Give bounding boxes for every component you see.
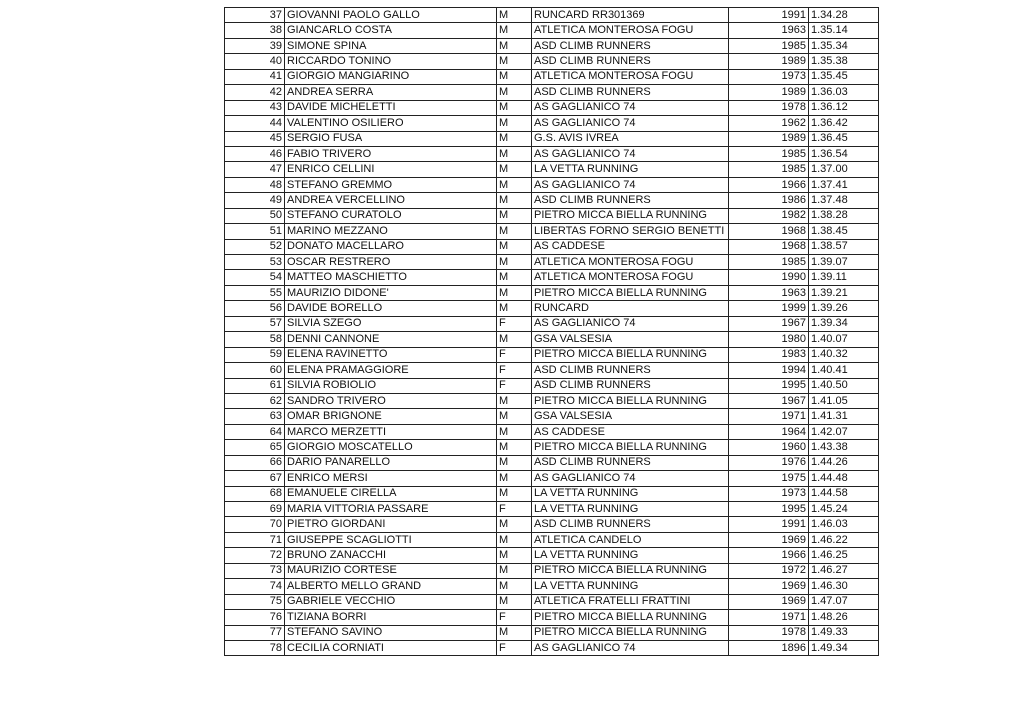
team-cell: ATLETICA CANDELO [532, 532, 729, 547]
team-cell: ATLETICA FRATELLI FRATTINI [532, 594, 729, 609]
position-cell: 61 [225, 378, 285, 393]
table-row [225, 548, 879, 563]
position-cell: 38 [225, 23, 285, 38]
position-cell: 71 [225, 532, 285, 547]
athlete-name-cell: GIORGIO MOSCATELLO [285, 440, 497, 455]
team-cell: ASD CLIMB RUNNERS [532, 363, 729, 378]
birth-year-cell: 1963 [729, 23, 809, 38]
position-cell: 63 [225, 409, 285, 424]
position-cell: 75 [225, 594, 285, 609]
athlete-name-cell: RICCARDO TONINO [285, 54, 497, 69]
sex-cell: M [497, 85, 532, 100]
team-cell: PIETRO MICCA BIELLA RUNNING [532, 610, 729, 625]
athlete-name-cell: PIETRO GIORDANI [285, 517, 497, 532]
finish-time-cell: 1.37.41 [809, 177, 879, 192]
sex-cell: M [497, 424, 532, 439]
athlete-name-cell: DARIO PANARELLO [285, 455, 497, 470]
position-cell: 64 [225, 424, 285, 439]
finish-time-cell: 1.35.14 [809, 23, 879, 38]
table-row [225, 502, 879, 517]
sex-cell: M [497, 625, 532, 640]
birth-year-cell: 1989 [729, 54, 809, 69]
finish-time-cell: 1.36.45 [809, 131, 879, 146]
position-cell: 76 [225, 610, 285, 625]
birth-year-cell: 1985 [729, 146, 809, 161]
athlete-name-cell: ANDREA SERRA [285, 85, 497, 100]
athlete-name-cell: VALENTINO OSILIERO [285, 116, 497, 131]
finish-time-cell: 1.44.58 [809, 486, 879, 501]
sex-cell: M [497, 440, 532, 455]
birth-year-cell: 1973 [729, 69, 809, 84]
sex-cell: M [497, 455, 532, 470]
results-table-body [225, 8, 879, 656]
team-cell: AS GAGLIANICO 74 [532, 177, 729, 192]
table-row [225, 594, 879, 609]
finish-time-cell: 1.40.07 [809, 332, 879, 347]
athlete-name-cell: SILVIA ROBIOLIO [285, 378, 497, 393]
sex-cell: M [497, 177, 532, 192]
athlete-name-cell: FABIO TRIVERO [285, 146, 497, 161]
position-cell: 68 [225, 486, 285, 501]
position-cell: 49 [225, 193, 285, 208]
sex-cell: M [497, 532, 532, 547]
finish-time-cell: 1.37.00 [809, 162, 879, 177]
birth-year-cell: 1971 [729, 610, 809, 625]
table-row [225, 378, 879, 393]
finish-time-cell: 1.46.22 [809, 532, 879, 547]
sex-cell: M [497, 563, 532, 578]
team-cell: GSA VALSESIA [532, 332, 729, 347]
birth-year-cell: 1978 [729, 100, 809, 115]
sex-cell: M [497, 193, 532, 208]
finish-time-cell: 1.43.38 [809, 440, 879, 455]
table-row [225, 532, 879, 547]
athlete-name-cell: SILVIA SZEGO [285, 316, 497, 331]
birth-year-cell: 1978 [729, 625, 809, 640]
birth-year-cell: 1960 [729, 440, 809, 455]
table-row [225, 239, 879, 254]
sex-cell: F [497, 347, 532, 362]
athlete-name-cell: ELENA RAVINETTO [285, 347, 497, 362]
sex-cell: M [497, 301, 532, 316]
team-cell: ATLETICA MONTEROSA FOGU [532, 255, 729, 270]
birth-year-cell: 1990 [729, 270, 809, 285]
sex-cell: M [497, 517, 532, 532]
table-row [225, 640, 879, 655]
sex-cell: M [497, 393, 532, 408]
finish-time-cell: 1.36.54 [809, 146, 879, 161]
sex-cell: M [497, 208, 532, 223]
sex-cell: F [497, 640, 532, 655]
position-cell: 65 [225, 440, 285, 455]
position-cell: 54 [225, 270, 285, 285]
team-cell: ASD CLIMB RUNNERS [532, 378, 729, 393]
table-row [225, 116, 879, 131]
position-cell: 57 [225, 316, 285, 331]
table-row [225, 177, 879, 192]
birth-year-cell: 1995 [729, 378, 809, 393]
finish-time-cell: 1.45.24 [809, 502, 879, 517]
table-row [225, 409, 879, 424]
finish-time-cell: 1.36.42 [809, 116, 879, 131]
position-cell: 70 [225, 517, 285, 532]
position-cell: 60 [225, 363, 285, 378]
team-cell: LA VETTA RUNNING [532, 486, 729, 501]
team-cell: PIETRO MICCA BIELLA RUNNING [532, 563, 729, 578]
athlete-name-cell: SANDRO TRIVERO [285, 393, 497, 408]
position-cell: 51 [225, 224, 285, 239]
sex-cell: M [497, 486, 532, 501]
table-row [225, 208, 879, 223]
finish-time-cell: 1.48.26 [809, 610, 879, 625]
position-cell: 40 [225, 54, 285, 69]
birth-year-cell: 1985 [729, 38, 809, 53]
team-cell: ATLETICA MONTEROSA FOGU [532, 23, 729, 38]
birth-year-cell: 1999 [729, 301, 809, 316]
team-cell: GSA VALSESIA [532, 409, 729, 424]
finish-time-cell: 1.46.30 [809, 579, 879, 594]
birth-year-cell: 1969 [729, 532, 809, 547]
team-cell: ASD CLIMB RUNNERS [532, 193, 729, 208]
sex-cell: F [497, 502, 532, 517]
birth-year-cell: 1989 [729, 131, 809, 146]
birth-year-cell: 1985 [729, 162, 809, 177]
sex-cell: F [497, 363, 532, 378]
sex-cell: M [497, 270, 532, 285]
birth-year-cell: 1983 [729, 347, 809, 362]
sex-cell: M [497, 69, 532, 84]
athlete-name-cell: MARINO MEZZANO [285, 224, 497, 239]
position-cell: 37 [225, 8, 285, 23]
finish-time-cell: 1.35.45 [809, 69, 879, 84]
table-row [225, 579, 879, 594]
position-cell: 47 [225, 162, 285, 177]
team-cell: RUNCARD RR301369 [532, 8, 729, 23]
athlete-name-cell: ENRICO CELLINI [285, 162, 497, 177]
team-cell: ASD CLIMB RUNNERS [532, 455, 729, 470]
birth-year-cell: 1985 [729, 255, 809, 270]
team-cell: LA VETTA RUNNING [532, 162, 729, 177]
position-cell: 42 [225, 85, 285, 100]
birth-year-cell: 1966 [729, 548, 809, 563]
sex-cell: M [497, 471, 532, 486]
table-row [225, 517, 879, 532]
position-cell: 66 [225, 455, 285, 470]
team-cell: ASD CLIMB RUNNERS [532, 517, 729, 532]
finish-time-cell: 1.49.33 [809, 625, 879, 640]
sex-cell: M [497, 8, 532, 23]
team-cell: ASD CLIMB RUNNERS [532, 38, 729, 53]
birth-year-cell: 1968 [729, 224, 809, 239]
position-cell: 52 [225, 239, 285, 254]
position-cell: 69 [225, 502, 285, 517]
athlete-name-cell: DAVIDE MICHELETTI [285, 100, 497, 115]
birth-year-cell: 1986 [729, 193, 809, 208]
table-row [225, 285, 879, 300]
team-cell: LIBERTAS FORNO SERGIO BENETTI [532, 224, 729, 239]
sex-cell: M [497, 116, 532, 131]
table-row [225, 486, 879, 501]
table-row [225, 440, 879, 455]
sex-cell: M [497, 409, 532, 424]
team-cell: AS GAGLIANICO 74 [532, 146, 729, 161]
finish-time-cell: 1.38.28 [809, 208, 879, 223]
finish-time-cell: 1.44.48 [809, 471, 879, 486]
position-cell: 74 [225, 579, 285, 594]
position-cell: 78 [225, 640, 285, 655]
team-cell: ATLETICA MONTEROSA FOGU [532, 270, 729, 285]
sex-cell: M [497, 162, 532, 177]
athlete-name-cell: MATTEO MASCHIETTO [285, 270, 497, 285]
sex-cell: M [497, 594, 532, 609]
athlete-name-cell: EMANUELE CIRELLA [285, 486, 497, 501]
sex-cell: M [497, 332, 532, 347]
finish-time-cell: 1.46.03 [809, 517, 879, 532]
team-cell: PIETRO MICCA BIELLA RUNNING [532, 208, 729, 223]
birth-year-cell: 1994 [729, 363, 809, 378]
athlete-name-cell: GIANCARLO COSTA [285, 23, 497, 38]
team-cell: RUNCARD [532, 301, 729, 316]
position-cell: 50 [225, 208, 285, 223]
team-cell: LA VETTA RUNNING [532, 548, 729, 563]
finish-time-cell: 1.49.34 [809, 640, 879, 655]
athlete-name-cell: ANDREA VERCELLINO [285, 193, 497, 208]
table-row [225, 146, 879, 161]
finish-time-cell: 1.47.07 [809, 594, 879, 609]
position-cell: 53 [225, 255, 285, 270]
athlete-name-cell: ALBERTO MELLO GRAND [285, 579, 497, 594]
position-cell: 67 [225, 471, 285, 486]
athlete-name-cell: MARIA VITTORIA PASSARE [285, 502, 497, 517]
team-cell: PIETRO MICCA BIELLA RUNNING [532, 393, 729, 408]
team-cell: AS GAGLIANICO 74 [532, 640, 729, 655]
sex-cell: M [497, 285, 532, 300]
athlete-name-cell: CECILIA CORNIATI [285, 640, 497, 655]
athlete-name-cell: MARCO MERZETTI [285, 424, 497, 439]
position-cell: 46 [225, 146, 285, 161]
birth-year-cell: 1966 [729, 177, 809, 192]
finish-time-cell: 1.38.45 [809, 224, 879, 239]
athlete-name-cell: STEFANO GREMMO [285, 177, 497, 192]
finish-time-cell: 1.46.27 [809, 563, 879, 578]
table-row [225, 69, 879, 84]
sex-cell: M [497, 146, 532, 161]
table-row [225, 270, 879, 285]
sex-cell: F [497, 610, 532, 625]
team-cell: PIETRO MICCA BIELLA RUNNING [532, 285, 729, 300]
finish-time-cell: 1.40.50 [809, 378, 879, 393]
athlete-name-cell: GIOVANNI PAOLO GALLO [285, 8, 497, 23]
birth-year-cell: 1989 [729, 85, 809, 100]
finish-time-cell: 1.40.41 [809, 363, 879, 378]
sex-cell: M [497, 131, 532, 146]
athlete-name-cell: ENRICO MERSI [285, 471, 497, 486]
position-cell: 72 [225, 548, 285, 563]
finish-time-cell: 1.37.48 [809, 193, 879, 208]
table-row [225, 471, 879, 486]
table-row [225, 332, 879, 347]
finish-time-cell: 1.41.31 [809, 409, 879, 424]
birth-year-cell: 1896 [729, 640, 809, 655]
team-cell: PIETRO MICCA BIELLA RUNNING [532, 440, 729, 455]
table-row [225, 255, 879, 270]
team-cell: AS GAGLIANICO 74 [532, 116, 729, 131]
birth-year-cell: 1962 [729, 116, 809, 131]
sex-cell: M [497, 579, 532, 594]
birth-year-cell: 1967 [729, 393, 809, 408]
table-row [225, 100, 879, 115]
team-cell: ASD CLIMB RUNNERS [532, 54, 729, 69]
table-row [225, 455, 879, 470]
position-cell: 41 [225, 69, 285, 84]
athlete-name-cell: OMAR BRIGNONE [285, 409, 497, 424]
finish-time-cell: 1.39.21 [809, 285, 879, 300]
finish-time-cell: 1.36.03 [809, 85, 879, 100]
finish-time-cell: 1.34.28 [809, 8, 879, 23]
table-row [225, 424, 879, 439]
birth-year-cell: 1975 [729, 471, 809, 486]
table-row [225, 347, 879, 362]
team-cell: PIETRO MICCA BIELLA RUNNING [532, 625, 729, 640]
birth-year-cell: 1968 [729, 239, 809, 254]
birth-year-cell: 1982 [729, 208, 809, 223]
position-cell: 77 [225, 625, 285, 640]
finish-time-cell: 1.39.34 [809, 316, 879, 331]
table-row [225, 131, 879, 146]
team-cell: PIETRO MICCA BIELLA RUNNING [532, 347, 729, 362]
birth-year-cell: 1971 [729, 409, 809, 424]
sex-cell: M [497, 100, 532, 115]
birth-year-cell: 1995 [729, 502, 809, 517]
team-cell: ATLETICA MONTEROSA FOGU [532, 69, 729, 84]
athlete-name-cell: GIORGIO MANGIARINO [285, 69, 497, 84]
position-cell: 59 [225, 347, 285, 362]
birth-year-cell: 1969 [729, 594, 809, 609]
table-row [225, 610, 879, 625]
sex-cell: M [497, 54, 532, 69]
finish-time-cell: 1.46.25 [809, 548, 879, 563]
birth-year-cell: 1980 [729, 332, 809, 347]
team-cell: AS CADDESE [532, 424, 729, 439]
finish-time-cell: 1.39.11 [809, 270, 879, 285]
position-cell: 55 [225, 285, 285, 300]
athlete-name-cell: TIZIANA BORRI [285, 610, 497, 625]
birth-year-cell: 1964 [729, 424, 809, 439]
finish-time-cell: 1.39.26 [809, 301, 879, 316]
team-cell: ASD CLIMB RUNNERS [532, 85, 729, 100]
position-cell: 45 [225, 131, 285, 146]
sex-cell: M [497, 239, 532, 254]
sex-cell: F [497, 316, 532, 331]
team-cell: AS GAGLIANICO 74 [532, 316, 729, 331]
birth-year-cell: 1991 [729, 517, 809, 532]
table-row [225, 224, 879, 239]
table-row [225, 85, 879, 100]
sex-cell: M [497, 38, 532, 53]
table-row [225, 563, 879, 578]
athlete-name-cell: STEFANO CURATOLO [285, 208, 497, 223]
team-cell: LA VETTA RUNNING [532, 502, 729, 517]
table-row [225, 162, 879, 177]
position-cell: 44 [225, 116, 285, 131]
birth-year-cell: 1963 [729, 285, 809, 300]
birth-year-cell: 1972 [729, 563, 809, 578]
sex-cell: M [497, 224, 532, 239]
team-cell: AS GAGLIANICO 74 [532, 471, 729, 486]
sex-cell: M [497, 255, 532, 270]
birth-year-cell: 1991 [729, 8, 809, 23]
finish-time-cell: 1.39.07 [809, 255, 879, 270]
position-cell: 48 [225, 177, 285, 192]
position-cell: 56 [225, 301, 285, 316]
team-cell: AS CADDESE [532, 239, 729, 254]
table-row [225, 193, 879, 208]
table-row [225, 625, 879, 640]
table-row [225, 54, 879, 69]
athlete-name-cell: BRUNO ZANACCHI [285, 548, 497, 563]
position-cell: 62 [225, 393, 285, 408]
finish-time-cell: 1.42.07 [809, 424, 879, 439]
athlete-name-cell: OSCAR RESTRERO [285, 255, 497, 270]
athlete-name-cell: MAURIZIO DIDONE' [285, 285, 497, 300]
finish-time-cell: 1.35.34 [809, 38, 879, 53]
sex-cell: F [497, 378, 532, 393]
athlete-name-cell: SIMONE SPINA [285, 38, 497, 53]
athlete-name-cell: DAVIDE BORELLO [285, 301, 497, 316]
athlete-name-cell: GIUSEPPE SCAGLIOTTI [285, 532, 497, 547]
team-cell: LA VETTA RUNNING [532, 579, 729, 594]
birth-year-cell: 1976 [729, 455, 809, 470]
birth-year-cell: 1969 [729, 579, 809, 594]
position-cell: 73 [225, 563, 285, 578]
table-row [225, 23, 879, 38]
table-row [225, 316, 879, 331]
finish-time-cell: 1.36.12 [809, 100, 879, 115]
finish-time-cell: 1.44.26 [809, 455, 879, 470]
athlete-name-cell: SERGIO FUSA [285, 131, 497, 146]
athlete-name-cell: DONATO MACELLARO [285, 239, 497, 254]
birth-year-cell: 1973 [729, 486, 809, 501]
finish-time-cell: 1.41.05 [809, 393, 879, 408]
athlete-name-cell: GABRIELE VECCHIO [285, 594, 497, 609]
position-cell: 58 [225, 332, 285, 347]
finish-time-cell: 1.35.38 [809, 54, 879, 69]
table-row [225, 301, 879, 316]
position-cell: 43 [225, 100, 285, 115]
athlete-name-cell: STEFANO SAVINO [285, 625, 497, 640]
position-cell: 39 [225, 38, 285, 53]
finish-time-cell: 1.40.32 [809, 347, 879, 362]
table-row [225, 8, 879, 23]
athlete-name-cell: ELENA PRAMAGGIORE [285, 363, 497, 378]
team-cell: G.S. AVIS IVREA [532, 131, 729, 146]
birth-year-cell: 1967 [729, 316, 809, 331]
results-table [224, 7, 879, 656]
athlete-name-cell: MAURIZIO CORTESE [285, 563, 497, 578]
athlete-name-cell: DENNI CANNONE [285, 332, 497, 347]
sex-cell: M [497, 23, 532, 38]
table-row [225, 363, 879, 378]
team-cell: AS GAGLIANICO 74 [532, 100, 729, 115]
sex-cell: M [497, 548, 532, 563]
table-row [225, 38, 879, 53]
finish-time-cell: 1.38.57 [809, 239, 879, 254]
table-row [225, 393, 879, 408]
